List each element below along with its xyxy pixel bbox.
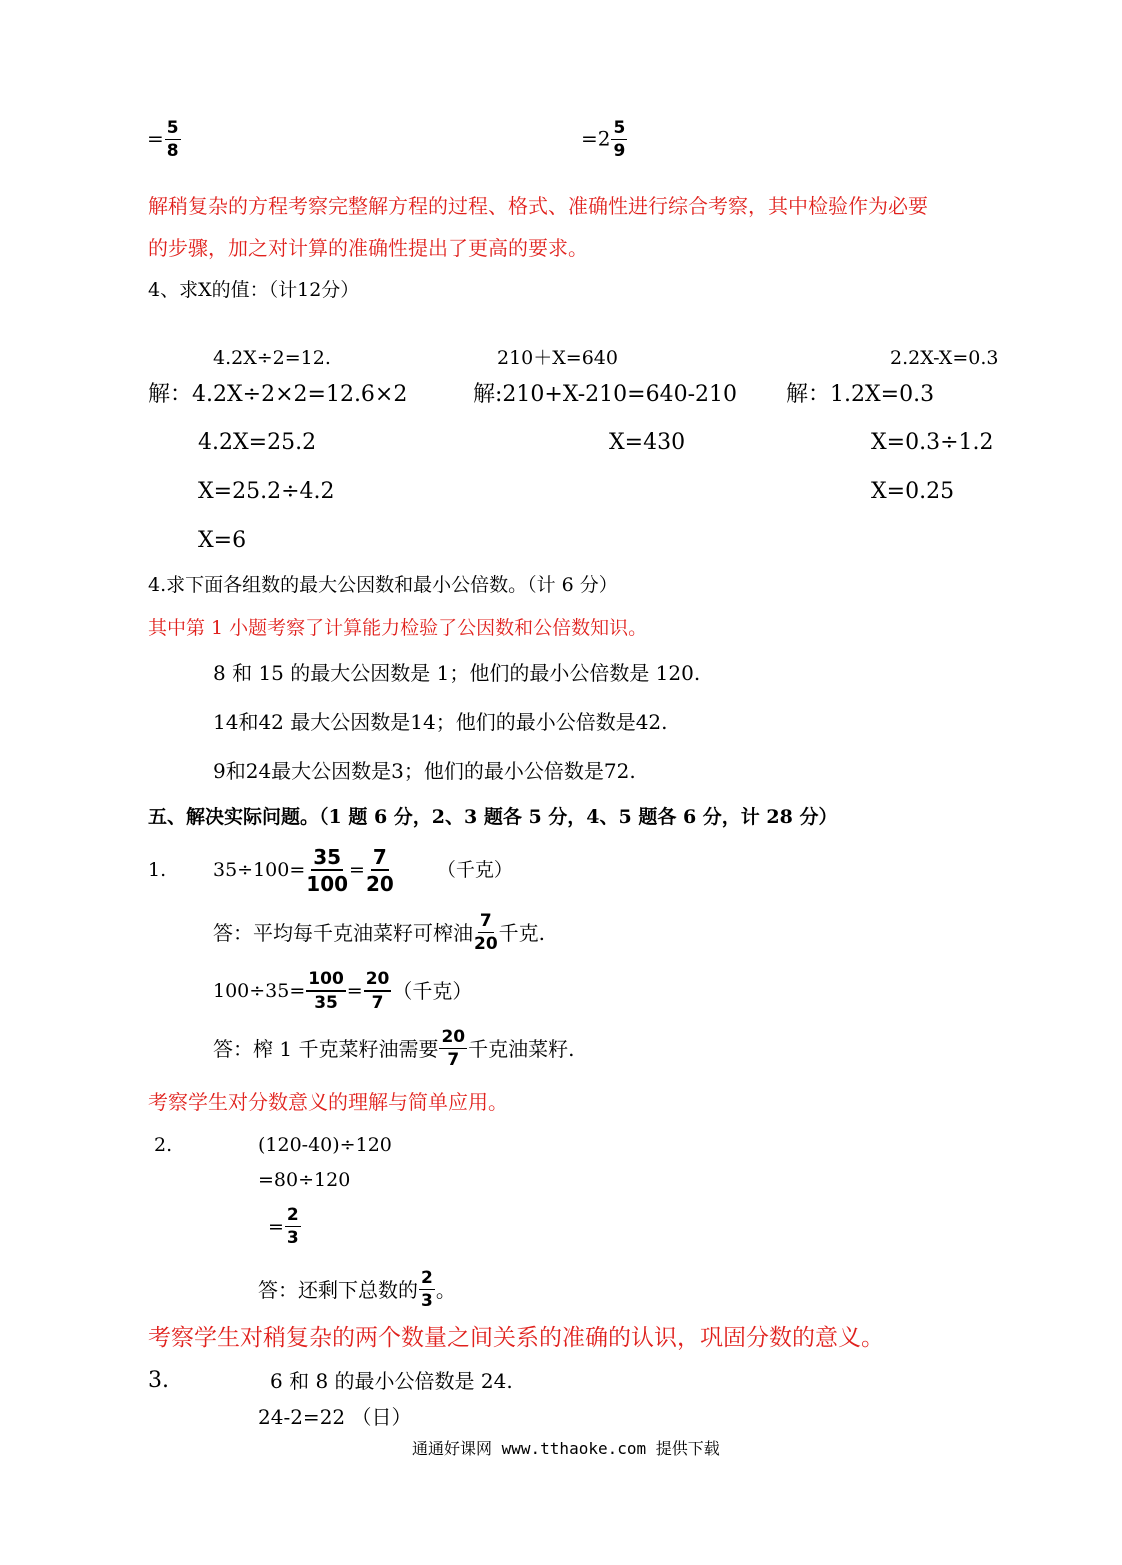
result-right — [581, 120, 628, 160]
p2-answer — [258, 1264, 456, 1316]
p2-number: 2. — [154, 1134, 173, 1156]
note-equations-line1: 解稍复杂的方程考察完整解方程的过程、格式、准确性进行综合考察，其中检验作为必要 — [148, 194, 928, 218]
result-left-prefix: = — [147, 126, 164, 151]
p1-expr2-text: 100÷35= — [213, 979, 306, 1002]
fraction-numerator: 7 — [372, 844, 387, 869]
q4b-note: 其中第 1 小题考察了计算能力检验了公因数和公倍数知识。 — [148, 617, 648, 639]
equation-1: 4.2X÷2=12. — [213, 347, 331, 369]
solution-1-step-4: X=6 — [198, 528, 247, 553]
fraction — [306, 968, 346, 1013]
fraction-denominator: 7 — [447, 1050, 460, 1070]
fraction-numerator: 20 — [364, 971, 392, 992]
solution-2-step-1: 解:210+X-210=640-210 — [473, 382, 737, 407]
fraction — [474, 913, 498, 953]
fraction — [611, 120, 627, 160]
p2-line-3-prefix: = — [268, 1215, 284, 1238]
fraction-numerator: 35 — [313, 844, 342, 869]
fraction-denominator: 100 — [306, 871, 349, 896]
gcd-lcm-line-2: 14和42 最大公因数是14；他们的最小公倍数是42. — [213, 710, 668, 734]
fraction — [165, 120, 181, 160]
fraction — [306, 844, 349, 896]
p1-unit-2: （千克） — [392, 979, 473, 1003]
p1-expr-text: 35÷100= — [213, 858, 306, 881]
fraction-numerator: 5 — [613, 118, 626, 138]
p2-line-1: (120-40)÷120 — [258, 1134, 392, 1156]
solution-1-step-3: X=25.2÷4.2 — [198, 479, 335, 504]
fraction-denominator: 20 — [474, 934, 498, 954]
section5-heading: 五、解决实际问题。（1 题 6 分，2、3 题各 5 分，4、5 题各 6 分，计 28 分） — [148, 806, 838, 828]
solution-3-step-3: X=0.25 — [871, 479, 955, 504]
p1-answer-1-text: 答：平均每千克油菜籽可榨油 — [213, 921, 473, 945]
fraction-denominator: 3 — [421, 1291, 433, 1311]
solution-3-step-1: 解：1.2X=0.3 — [786, 382, 935, 407]
p1-number: 1. — [148, 859, 167, 881]
p2-line-2: =80÷120 — [258, 1169, 351, 1191]
result-right-prefix: =2 — [581, 126, 611, 151]
q4b-heading: 4.求下面各组数的最大公因数和最小公倍数。（计 6 分） — [148, 574, 618, 596]
q4-heading: 4、求X的值：（计12分） — [148, 279, 360, 301]
p3-line-1: 6 和 8 的最小公倍数是 24. — [270, 1369, 513, 1393]
p2-line-3 — [268, 1200, 302, 1254]
p1-answer-1-suffix: 千克. — [498, 921, 546, 945]
gcd-lcm-line-1: 8 和 15 的最大公因数是 1；他们的最小公倍数是 120. — [213, 661, 701, 685]
p1-unit: （千克） — [436, 858, 513, 881]
p2-note: 考察学生对稍复杂的两个数量之间关系的准确的认识，巩固分数的意义。 — [148, 1325, 884, 1351]
solution-2-step-2: X=430 — [609, 430, 686, 455]
fraction-numerator: 20 — [441, 1027, 466, 1047]
fraction — [419, 1270, 435, 1310]
p1-expression — [213, 843, 513, 897]
solution-1-step-1: 解：4.2X÷2×2=12.6×2 — [148, 382, 408, 407]
p1-answer-1 — [213, 908, 545, 958]
p1-expression-2 — [213, 964, 472, 1018]
fraction-denominator: 9 — [613, 141, 626, 161]
equation-3: 2.2X-X=0.3 — [890, 347, 999, 369]
fraction-denominator: 3 — [286, 1228, 299, 1248]
fraction-denominator: 8 — [166, 141, 179, 161]
p3-number: 3. — [148, 1368, 169, 1393]
fraction — [439, 1029, 467, 1069]
solution-3-step-2: X=0.3÷1.2 — [871, 430, 994, 455]
p1-answer-2 — [213, 1024, 574, 1074]
fraction-denominator: 35 — [314, 992, 338, 1013]
p1-note: 考察学生对分数意义的理解与简单应用。 — [148, 1090, 508, 1114]
fraction-numerator: 100 — [306, 971, 346, 992]
gcd-lcm-line-3: 9和24最大公因数是3；他们的最小公倍数是72. — [213, 759, 636, 783]
fraction-denominator: 20 — [365, 871, 394, 896]
p1-equals-2: = — [346, 979, 363, 1002]
p1-answer-2-text: 答：榨 1 千克菜籽油需要 — [213, 1037, 439, 1061]
fraction-denominator: 7 — [371, 992, 384, 1013]
footer-text: 通通好课网 www.tthaoke.com 提供下载 — [412, 1439, 720, 1458]
fraction — [285, 1207, 301, 1247]
result-left — [147, 120, 182, 160]
fraction-numerator: 2 — [421, 1268, 433, 1288]
p2-answer-text: 答：还剩下总数的 — [258, 1278, 418, 1302]
p1-equals: = — [349, 858, 365, 881]
equation-2: 210＋X=640 — [497, 347, 618, 369]
p1-answer-2-suffix: 千克油菜籽. — [468, 1037, 575, 1061]
fraction-numerator: 5 — [166, 118, 179, 138]
solution-1-step-2: 4.2X=25.2 — [198, 430, 317, 455]
fraction — [364, 968, 392, 1013]
p3-line-2: 24-2=22 （日） — [258, 1405, 412, 1429]
p2-answer-suffix: 。 — [435, 1278, 456, 1302]
fraction — [365, 844, 394, 896]
fraction-numerator: 7 — [479, 911, 492, 931]
note-equations-line2: 的步骤，加之对计算的准确性提出了更高的要求。 — [148, 236, 588, 260]
fraction-numerator: 2 — [286, 1205, 299, 1225]
